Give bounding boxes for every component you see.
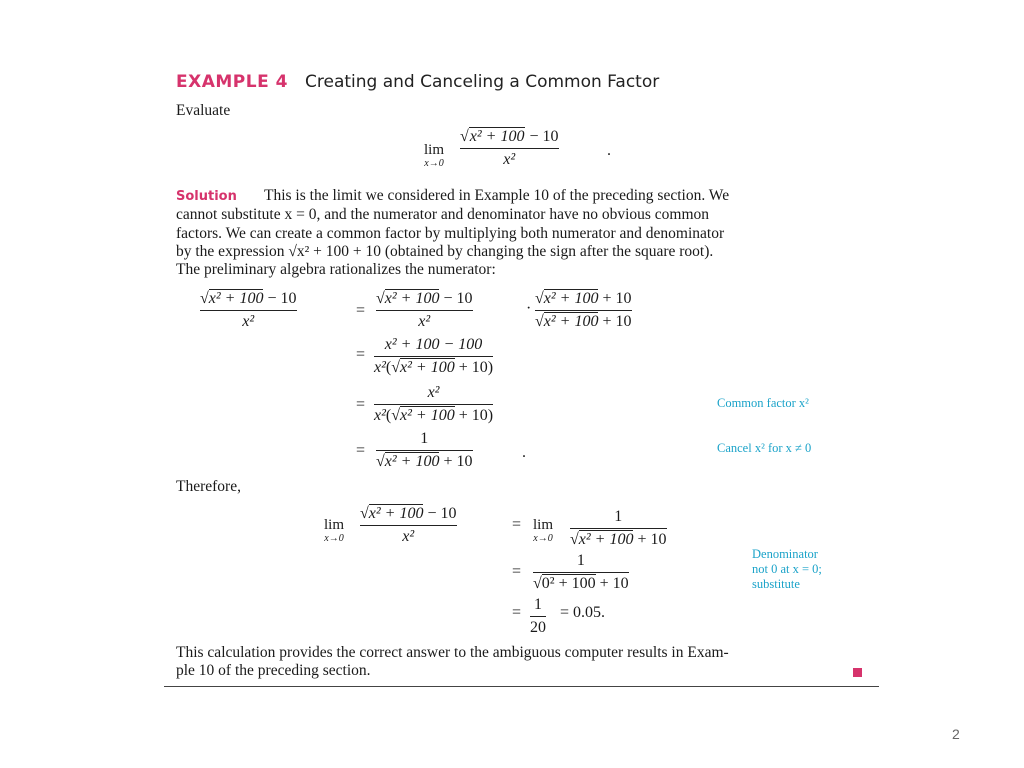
algebra-step3-fraction: x² x²(√x² + 100 + 10) <box>374 384 494 424</box>
equals-5: = <box>512 516 522 533</box>
main-limit-fraction: √x² + 100 − 10 x² <box>460 128 559 168</box>
conclusion-line-1: This calculation provides the correct answer to the ambiguous computer results in Exam- <box>176 644 729 661</box>
equals-1: = <box>356 302 366 319</box>
solution-line-2: cannot substitute x = 0, and the numerator and denominator have no obvious common <box>176 206 710 223</box>
solution-line-3: factors. We can create a common factor by multiplying both numerator and denominator <box>176 225 725 242</box>
page-number: 2 <box>952 726 960 742</box>
solution-line-5: The preliminary algebra rationalizes the numerator: <box>176 261 496 278</box>
equals-2: = <box>356 346 366 363</box>
example-label: EXAMPLE 4 <box>176 72 288 92</box>
dot-operator: · <box>526 300 532 317</box>
algebra-step1-fraction-a: √x² + 100 − 10 x² <box>376 290 473 330</box>
bottom-rule <box>164 686 879 687</box>
evaluate-label: Evaluate <box>176 102 231 119</box>
result-fraction: 1 20 <box>530 596 546 636</box>
algebra-lhs-fraction: √x² + 100 − 10 x² <box>200 290 297 330</box>
equals-6: = <box>512 563 522 580</box>
solution-line-4: by the expression √x² + 100 + 10 (obtained by changing the sign after the square root). <box>176 243 714 260</box>
annotation-denominator: Denominator not 0 at x = 0; substitute <box>752 547 822 591</box>
algebra-step4-fraction: 1 √x² + 100 + 10 <box>376 430 473 470</box>
annotation-common-factor: Common factor x² <box>717 396 809 410</box>
solution-label: Solution <box>176 189 237 204</box>
result-value: = 0.05. <box>560 604 606 621</box>
period: . <box>607 142 611 159</box>
final-substituted-fraction: 1 √0² + 100 + 10 <box>533 552 629 592</box>
algebra-step1-fraction-b: √x² + 100 + 10 √x² + 100 + 10 <box>535 290 632 330</box>
final-lhs-fraction: √x² + 100 − 10 x² <box>360 505 457 545</box>
solution-line-1: This is the limit we considered in Example 10 of the preceding section. We <box>264 187 730 204</box>
final-limit-operator: lim x→0 <box>324 517 345 544</box>
final-limit-operator-2: lim x→0 <box>533 517 554 544</box>
equals-7: = <box>512 604 522 621</box>
example-title: Creating and Canceling a Common Factor <box>305 72 660 92</box>
equals-4: = <box>356 442 366 459</box>
conclusion-line-2: ple 10 of the preceding section. <box>176 662 371 679</box>
final-rhs-fraction: 1 √x² + 100 + 10 <box>570 508 667 548</box>
main-limit-operator <box>424 143 444 171</box>
algebra-step2-fraction: x² + 100 − 100 x²(√x² + 100 + 10) <box>374 336 494 376</box>
annotation-cancel: Cancel x² for x ≠ 0 <box>717 441 812 455</box>
therefore-label: Therefore, <box>176 478 241 495</box>
qed-square-icon <box>853 668 862 677</box>
lim-text: lim <box>424 142 445 158</box>
sqrt-symbol: √x² + 100 <box>460 128 525 145</box>
equals-3: = <box>356 396 366 413</box>
period-2: . <box>522 444 526 461</box>
lim-subscript: x→0 <box>424 158 444 169</box>
